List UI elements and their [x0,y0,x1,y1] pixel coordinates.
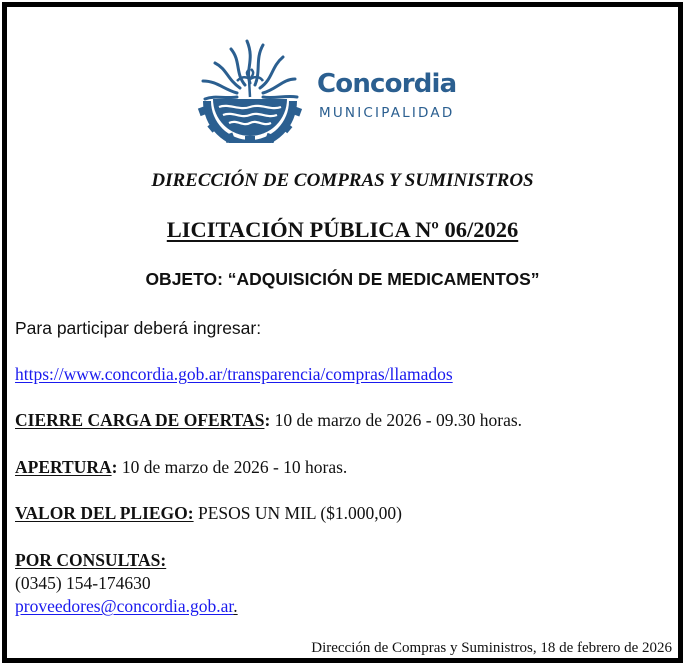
bid-fee-label: VALOR DEL PLIEGO: [15,503,194,523]
intro-text: Para participar deberá ingresar: [15,318,262,338]
logo-subtitle: MUNICIPALIDAD [319,105,455,121]
department-heading: DIRECCIÓN DE COMPRAS Y SUMINISTROS [151,170,534,191]
inquiries-email-link[interactable]: proveedores@concordia.gob.ar [15,596,234,616]
logo-wordmark: Concordia [317,69,457,99]
offer-deadline-row [15,410,522,431]
tender-object: OBJETO: “ADQUISICIÓN DE MEDICAMENTOS” [145,269,540,289]
offer-deadline-colon: : [264,410,271,430]
inquiries-label: POR CONSULTAS: [15,550,167,570]
offer-deadline-value: 10 de marzo de 2026 - 09.30 horas. [270,410,523,430]
municipality-logo [195,35,475,143]
opening-colon: : [111,457,118,477]
email-suffix: . [233,596,238,616]
opening-label: APERTURA [15,457,112,477]
notice-frame [2,2,683,663]
footer-signature: Dirección de Compras y Suministros, 18 de febrero de 2026 [311,640,672,656]
bid-fee-value: PESOS UN MIL ($1.000,00) [193,503,402,523]
opening-row [15,457,347,478]
tender-portal-link[interactable]: https://www.concordia.gob.ar/transparencia/compras/llamados [15,364,453,384]
concordia-emblem-icon [195,35,305,143]
tender-title: LICITACIÓN PÚBLICA Nº 06/2026 [166,217,519,242]
opening-value: 10 de marzo de 2026 - 10 horas. [117,457,348,477]
bid-fee-row [15,503,402,524]
offer-deadline-label: CIERRE CARGA DE OFERTAS [15,410,265,430]
inquiries-email-row [15,596,238,617]
inquiries-phone: (0345) 154-174630 [15,573,151,593]
